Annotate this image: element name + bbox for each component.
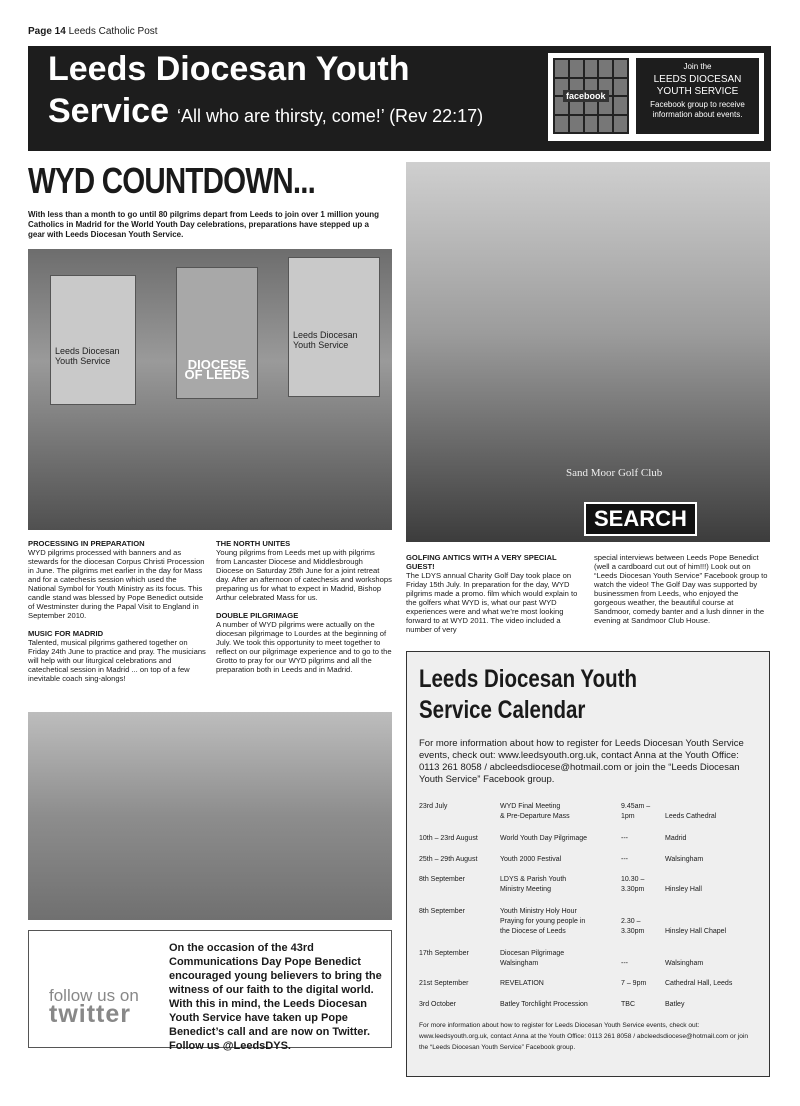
calendar-venue: Hinsley Hall Chapel [665,928,727,935]
facebook-promo[interactable] [548,53,764,141]
banner-diocese: DIOCESE OF LEEDS [176,267,258,399]
masthead-title-word: Service [48,92,169,130]
calendar-event: World Youth Day Pilgrimage [500,835,588,842]
page-folio [28,26,158,37]
masthead-title-line2 [48,92,483,131]
calendar-date: 21st September [419,980,469,987]
calendar-date: 17th September [419,950,469,957]
facebook-promo-text [636,58,759,134]
calendar-time: --- [621,960,628,967]
calendar-intro: For more information about how to register for Leeds Diocesan Youth Service events, check out: www.leedsyouth.org.uk, contact Anna at the Youth Office: 0113 261 8058 / abcleedsdiocese@hotmail.com or join the “Leeds Diocesan Youth Service” Facebook group. [419,738,744,785]
calendar-date: 23rd July [419,803,448,810]
calendar-venue: Cathedral Hall, Leeds [665,980,733,987]
calendar-time: 9.45am – 1pm [621,803,651,820]
article-column-2 [216,539,392,683]
banner-youth-service-right: Leeds Diocesan Youth Service [288,257,380,397]
calendar-date: 3rd October [419,1001,456,1008]
twitter-text: On the occasion of the 43rd Communications Day Pope Benedict encouraged young believers to bring the witness of our faith to the digital world. With this in mind, the Leeds Diocesan Youth Service have taken up Pope Benedict’s call and are now on Twitter. Follow us @LeedsDYS. [169,942,382,1052]
procession-photo [28,249,392,530]
section-golfing-cont: special interviews between Leeds Pope Benedict (well a cardboard cut out of him!!!) Look out on “Leeds Diocesan Youth Service” Facebook group to watch the video! The Golf Day was supported by businessmen from Leeds, who enjoyed the gorgeous weather, the beautiful course at Sandmoor, comedy banter and a lush dinner in the evening at Sandmoor Club House. [594,553,768,625]
calendar-event: Batley Torchlight Procession [500,1001,588,1008]
calendar-footer: For more information about how to register for Leeds Diocesan Youth Service events, check out: www.leedsyouth.org.uk, contact Anna at the Youth Office: 0113 261 8058 / abcleedsdiocese@hotmail.com or join the “Leeds Diocesan Youth Service” Facebook group. [419,1022,749,1051]
article-headline: WYD COUNTDOWN... [28,160,315,201]
calendar-date: 25th – 29th August [419,856,478,863]
calendar-venue: Hinsley Hall [665,886,702,893]
page-number: Page 14 [28,26,66,37]
article-column-4 [594,553,770,634]
article-standfirst: With less than a month to go until 80 pilgrims depart from Leeds to join over 1 million young Catholics in Madrid for the World Youth Day celebrations, preparations have stepped up a gear with Leeds Diocesan Youth Service. [28,210,380,239]
calendar-time: 2.30 – 3.30pm [621,918,645,935]
cart-plate-text: SEARCH [584,502,697,536]
calendar-event: LDYS & Parish Youth Ministry Meeting [500,876,567,893]
calendar-venue: Walsingham [665,960,704,967]
facebook-promo-desc: Facebook group to receive information about events. [650,100,745,119]
group-photo [28,712,392,920]
calendar-venue: Madrid [665,835,687,842]
calendar-date: 8th September [419,876,465,883]
calendar-event: WYD Final Meeting & Pre-Departure Mass [500,803,570,820]
calendar-date: 10th – 23rd August [419,835,478,842]
calendar-time: 10.30 – 3.30pm [621,876,645,893]
masthead-quote: ‘All who are thirsty, come!’ (Rev 22:17) [177,106,484,126]
section-processing: PROCESSING IN PREPARATION WYD pilgrims processed with banners and as stewards for the diocesan Corpus Christi Procession in June. The pilgrims met earlier in the day for Mass and for a catechesis session which used the National Symbol for Youth Ministry as its focus. This candle stand was blessed by Pope Benedict outside of Westminster during the Papal Visit to England in September 2010. [28,539,205,620]
calendar-venue: Walsingham [665,856,704,863]
calendar-time: --- [621,856,628,863]
calendar-event: REVELATION [500,980,544,987]
twitter-logo[interactable]: follow us on twitter [49,986,139,1028]
article-column-3 [406,553,582,643]
calendar-time: 7 – 9pm [621,980,647,987]
calendar-time: TBC [621,1001,635,1008]
cart-logo-text: Sand Moor Golf Club [566,467,663,479]
section-north: THE NORTH UNITES Young pilgrims from Leeds met up with pilgrims from Lancaster Diocese and Middlesbrough Diocese on Saturday 25th June for a joint retreat day. After an afternoon of catechesis and workshops preparing us for what to expect in Madrid, Bishop Arthur celebrated Mass for us. [216,539,392,602]
banner-youth-service-left: Leeds Diocesan Youth Service [50,275,136,405]
masthead [28,46,771,151]
calendar-box [406,651,770,1077]
twitter-box [28,930,392,1052]
section-double: DOUBLE PILGRIMAGE A number of WYD pilgrims were actually on the diocesan pilgrimage to Lourdes at the beginning of July. We took this opportunity to meet together to reflect on our pilgrimage experience and to go to the Grotto to pray for our WYD pilgrims and all the preparation both in Leeds and in Madrid. [216,611,392,674]
facebook-group-name: LEEDS DIOCESAN YOUTH SERVICE [653,74,742,97]
calendar-time: --- [621,835,628,842]
facebook-logo: facebook [563,90,609,102]
calendar-venue: Leeds Cathedral [665,813,717,820]
golf-cart-photo [406,162,770,542]
section-music: MUSIC FOR MADRID Talented, musical pilgrims gathered together on Friday 24th June to practice and pray. The musicians will help with our liturgical celebrations and catechetical session in Madrid ... on top of a few inevitable coach sing-alongs! [28,629,206,683]
calendar-venue: Batley [665,1001,685,1008]
section-golfing: GOLFING ANTICS WITH A VERY SPECIAL GUEST! The LDYS annual Charity Golf Day took place on Friday 15th July. In preparation for the day, WYD pilgrims made a promo. film which would explain to the golfers what WYD is, what our past WYD experiences were and what we’re most looking forward to at WYD 2011. The video included a number of very [406,553,578,634]
facebook-join-label: Join the [683,62,712,71]
calendar-event: Diocesan Pilgrimage Walsingham [500,950,565,967]
calendar-title: Leeds Diocesan Youth Service Calendar [419,665,637,724]
article-column-1 [28,539,206,692]
calendar-event: Youth 2000 Festival [500,856,562,863]
calendar-event: Youth Ministry Holy Hour Praying for young people in the Diocese of Leeds [500,908,586,935]
calendar-date: 8th September [419,908,465,915]
publication-name: Leeds Catholic Post [68,26,158,37]
facebook-collage-image [553,58,629,134]
masthead-title-line1: Leeds Diocesan Youth [48,50,410,88]
